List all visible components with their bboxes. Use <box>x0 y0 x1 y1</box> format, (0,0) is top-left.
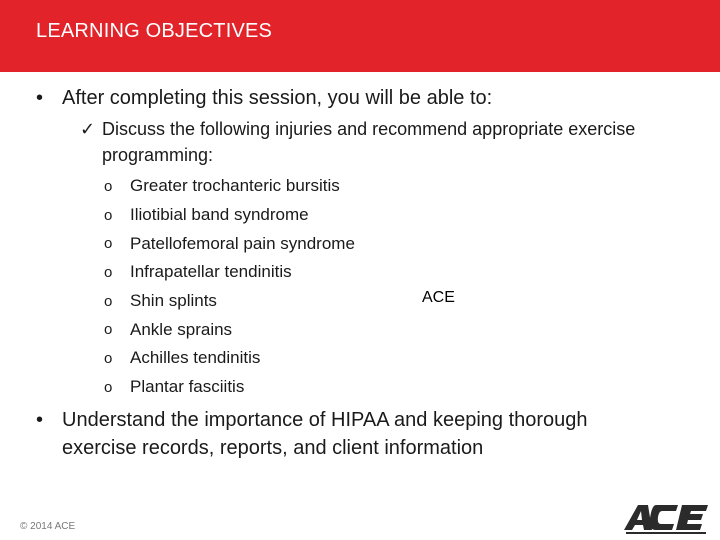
list-item-text: Plantar fasciitis <box>130 377 245 397</box>
injury-list <box>104 172 355 402</box>
list-item-text: Patellofemoral pain syndrome <box>130 233 355 253</box>
list-marker: o <box>104 235 113 253</box>
list-marker: o <box>104 292 113 310</box>
checkmark-icon: ✓ <box>80 119 96 139</box>
copyright-text: © 2014 ACE <box>20 521 76 532</box>
ace-logo-text: ACE <box>422 289 455 306</box>
bullet-hipaa <box>36 406 676 462</box>
bullet-objectives-intro <box>36 84 492 112</box>
list-item <box>104 287 355 316</box>
list-marker: o <box>104 206 113 224</box>
list-item <box>104 344 355 373</box>
list-item <box>104 229 355 258</box>
bullet-marker: • <box>36 87 44 109</box>
ace-logo <box>422 289 712 536</box>
list-item-text: Achilles tendinitis <box>130 348 261 368</box>
check-item-text: Discuss the following injuries and recommend appropriate exercise programming: <box>102 119 636 165</box>
list-marker: o <box>104 177 113 195</box>
bullet-text: Understand the importance of HIPAA and keeping thorough exercise records, reports, and client information <box>62 409 588 459</box>
list-item <box>104 201 355 230</box>
slide-title: LEARNING OBJECTIVES <box>36 20 273 42</box>
list-marker: o <box>104 349 113 367</box>
check-item-discuss <box>80 116 662 168</box>
list-marker: o <box>104 263 113 281</box>
list-item-text: Ankle sprains <box>130 319 233 339</box>
list-marker: o <box>104 378 113 396</box>
list-item <box>104 315 355 344</box>
list-item-text: Infrapatellar tendinitis <box>130 262 292 282</box>
bullet-marker: • <box>36 409 44 431</box>
list-item-text: Iliotibial band syndrome <box>130 205 309 225</box>
list-item <box>104 373 355 402</box>
list-item-text: Shin splints <box>130 291 217 311</box>
bullet-text: After completing this session, you will be able to: <box>62 87 493 109</box>
list-item <box>104 172 355 201</box>
list-item-text: Greater trochanteric bursitis <box>130 176 340 196</box>
list-marker: o <box>104 321 113 339</box>
ace-logo-mark <box>624 505 708 534</box>
list-item <box>104 258 355 287</box>
title-bar <box>0 0 720 72</box>
